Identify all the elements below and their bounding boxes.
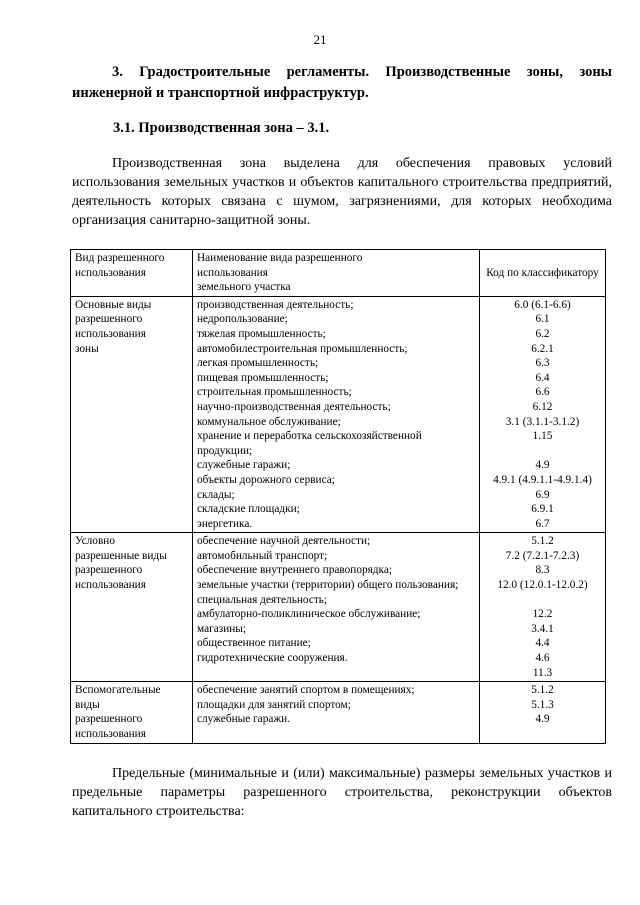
use-category-line: зоны <box>75 342 99 355</box>
header-use-name <box>193 250 480 297</box>
use-name-item: земельные участки (территории) общего пользования; <box>197 579 459 592</box>
use-name-item: хранение и переработка сельскохозяйственной продукции; <box>197 430 422 457</box>
classifier-code-item: 11.3 <box>532 666 553 679</box>
classifier-code-item: 12.0 (12.0.1-12.0.2) <box>497 579 588 592</box>
classifier-code-item: 6.9 <box>535 488 550 501</box>
use-name-item: специальная деятельность; <box>197 593 328 606</box>
use-name-item: общественное питание; <box>197 637 311 650</box>
use-category-line: использования <box>75 579 146 592</box>
classifier-code-item: 4.9 <box>535 713 550 726</box>
use-name-item: энергетика. <box>197 517 253 530</box>
header-use-name-line: использования <box>197 266 268 279</box>
use-name-item: обеспечение научной деятельности; <box>197 535 371 548</box>
header-use-type: Вид разрешенного использования <box>71 250 193 297</box>
use-name-item: тяжелая промышленность; <box>197 327 326 340</box>
classifier-code-item: 6.4 <box>535 371 550 384</box>
use-category-cell <box>71 682 193 743</box>
header-use-name-line: земельного участка <box>197 281 291 294</box>
classifier-code-cell <box>480 533 606 682</box>
header-classifier-code: Код по классификатору <box>480 250 606 297</box>
use-name-item: амбулаторно-поликлиническое обслуживание; <box>197 608 421 621</box>
subsection-heading: 3.1. Производственная зона – 3.1. <box>113 120 330 136</box>
use-name-item: автомобилестроительная промышленность; <box>197 342 408 355</box>
classifier-code-item: 6.7 <box>535 517 550 530</box>
classifier-code-item: 1.15 <box>532 430 553 443</box>
classifier-code-item: 8.3 <box>535 564 550 577</box>
use-category-line: разрешенного <box>75 713 143 726</box>
classifier-code-item: 6.2 <box>535 327 550 340</box>
intro-paragraph: Производственная зона выделена для обеспечения правовых условий использования земельных участков и объектов капитального строительства предприятий, деятельность которых связана с шумом, загрязнениями, для которых необходима организация санитарно-защитной зоны. <box>72 156 612 228</box>
classifier-code-cell <box>480 296 606 533</box>
classifier-code-item: 3.4.1 <box>531 622 554 635</box>
use-category-line: Вспомогательные <box>75 684 161 697</box>
use-name-item: производственная деятельность; <box>197 298 354 311</box>
classifier-code-item: 3.1 (3.1.1-3.1.2) <box>505 415 580 428</box>
use-category-line: разрешенные виды <box>75 549 167 562</box>
use-category-line: Условно <box>75 535 115 548</box>
section-heading: 3. Градостроительные регламенты. Производственные зоны, зоны инженерной и транспортной инфраструктур. <box>72 64 612 101</box>
closing-paragraph: Предельные (минимальные и (или) максимальные) размеры земельных участков и предельные параметры разрешенного строительства, реконструкции объектов капитального строительства: <box>72 766 612 819</box>
use-category-line: использования <box>75 327 146 340</box>
use-name-item: строительная промышленность; <box>197 386 352 399</box>
use-name-cell <box>193 533 480 682</box>
classifier-code-item: 7.2 (7.2.1-7.2.3) <box>505 549 580 562</box>
use-category-line: Основные виды <box>75 298 152 311</box>
header-use-name-line: Наименование вида разрешенного <box>197 252 363 264</box>
table-row <box>71 682 606 743</box>
use-name-item: складские площадки; <box>197 503 300 516</box>
use-name-item: обеспечение занятий спортом в помещениях; <box>197 684 415 697</box>
use-name-item: склады; <box>197 488 235 501</box>
use-name-item: коммунальное обслуживание; <box>197 415 341 428</box>
use-name-item: автомобильный транспорт; <box>197 549 328 562</box>
classifier-code-item: 12.2 <box>532 608 553 621</box>
classifier-code-item: 6.6 <box>535 386 550 399</box>
classifier-code-item: 4.9.1 (4.9.1.1-4.9.1.4) <box>493 473 592 486</box>
use-category-cell <box>71 533 193 682</box>
use-name-cell <box>193 682 480 743</box>
use-name-item: магазины; <box>197 622 247 635</box>
classifier-code-cell <box>480 682 606 743</box>
classifier-code-item: 6.3 <box>535 357 550 370</box>
use-name-item: служебные гаражи; <box>197 459 291 472</box>
classifier-code-item: 5.1.2 <box>531 535 554 548</box>
page-number: 21 <box>313 32 327 47</box>
use-name-item: служебные гаражи. <box>197 713 291 726</box>
use-category-cell <box>71 296 193 533</box>
classifier-code-item: 4.6 <box>535 652 550 665</box>
classifier-code-item: 4.4 <box>535 637 550 650</box>
use-name-cell <box>193 296 480 533</box>
code-spacer <box>484 593 601 608</box>
use-name-item: площадки для занятий спортом; <box>197 698 351 711</box>
use-name-item: недропользование; <box>197 313 288 326</box>
use-category-line: использования <box>75 728 146 740</box>
use-name-item: обеспечение внутреннего правопорядка; <box>197 564 393 577</box>
use-name-item: объекты дорожного сервиса; <box>197 473 335 486</box>
use-name-item: научно-производственная деятельность; <box>197 400 391 413</box>
use-category-line: виды <box>75 698 100 711</box>
table-row <box>71 296 606 533</box>
classifier-code-item: 4.9 <box>535 459 550 472</box>
use-name-item: пищевая промышленность; <box>197 371 329 384</box>
classifier-code-item: 6.0 (6.1-6.6) <box>514 298 571 311</box>
classifier-code-item: 5.1.2 <box>531 684 554 697</box>
use-category-line: разрешенного <box>75 313 143 326</box>
use-category-line: разрешенного <box>75 564 143 577</box>
code-spacer <box>484 444 601 459</box>
classifier-code-item: 5.1.3 <box>531 698 554 711</box>
table-header-row <box>71 250 606 297</box>
classifier-code-item: 6.2.1 <box>531 342 554 355</box>
use-name-item: легкая промышленность; <box>197 357 319 370</box>
permitted-use-table <box>70 249 606 744</box>
classifier-code-item: 6.9.1 <box>531 503 554 516</box>
classifier-code-item: 6.12 <box>532 400 553 413</box>
table-row <box>71 533 606 682</box>
classifier-code-item: 6.1 <box>535 313 550 326</box>
use-name-item: гидротехнические сооружения. <box>197 652 348 665</box>
